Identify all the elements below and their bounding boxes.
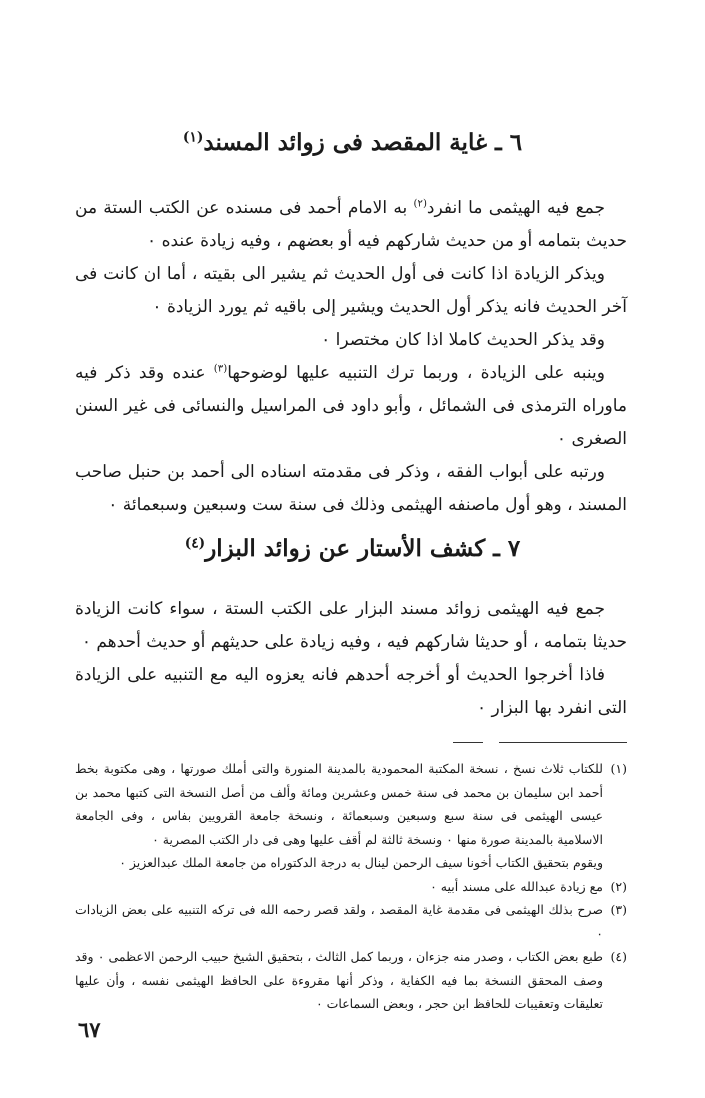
footnote-text: ويقوم بتحقيق الكتاب أخونا سيف الرحمن لينال به درجة الدكتوراه من جامعة الملك عبدالعزيز ٠ (119, 855, 603, 870)
section-7-heading (0, 534, 705, 564)
footnotes (75, 757, 627, 1016)
footnote-number: (١) (610, 761, 627, 776)
footnote-text: طبع بعض الكتاب ، وصدر منه جزءان ، وربما كمل الثالث ، بتحقيق الشيخ حبيب الرحمن الاعظمى ٠ وقد وصف المحقق النسخة بما فيه الكفاية ، وذكر أنها مقروءة على الحافظ الهيثمى نفسه ، وأن عليها تعليقات وتعقيبات للحافظ ابن حجر ، وبعض السماعات ٠ (75, 949, 603, 1011)
footnote-number: (٣) (610, 902, 627, 917)
footnote-1 (75, 757, 627, 851)
footnote-separator-short (453, 742, 483, 743)
section-6-paragraph-3 (75, 324, 627, 357)
footnote-text: صرح بذلك الهيثمى فى مقدمة غاية المقصد ، ولقد قصر رحمه الله فى تركه التنبيه على بعض الزيادات ٠ (75, 902, 603, 941)
page-number: ٦٧ (78, 1017, 101, 1042)
footnote-ref: (٣) (213, 363, 228, 375)
section-6-paragraph-4 (75, 357, 627, 456)
paragraph-text: به الامام أحمد فى مسنده عن الكتب الستة من حديث بتمامه أو من حديث شاركهم فيه أو بعضهم ، وفيه زيادة عنده ٠ (75, 198, 627, 251)
paragraph-text: جمع فيه الهيثمى ما انفرد (426, 198, 605, 218)
section-6-body (75, 192, 627, 522)
section-7-body (75, 593, 627, 725)
footnote-1-continuation (75, 851, 627, 875)
section-6-paragraph-1 (75, 192, 627, 258)
footnote-separator (499, 742, 627, 743)
paragraph-text: ويذكر الزيادة اذا كانت فى أول الحديث ثم يشير الى بقيته ، أما ان كانت فى آخر الحديث فانه يذكر أول الحديث ويشير إلى باقيه ثم يورد الزيادة ٠ (75, 264, 627, 317)
section-7-paragraph-2: فاذا أخرجوا الحديث أو أخرجه أحدهم فانه يعزوه اليه مع التنبيه على الزيادة التى انفرد بها البزار ٠ (75, 665, 627, 718)
section-6-paragraph-5 (75, 456, 627, 522)
paragraph-text: وينبه على الزيادة ، وربما ترك التنبيه عليها لوضوحها (227, 363, 605, 383)
footnote-3 (75, 898, 627, 945)
paragraph-text: ورتبه على أبواب الفقه ، وذكر فى مقدمته اسناده الى أحمد بن حنبل صاحب المسند ، وهو أول ماصنفه الهيثمى وذلك فى سنة ست وسبعين وسبعمائة ٠ (75, 462, 627, 515)
section-7-title: ٧ ـ كشف الأستار عن زوائد البزار (205, 535, 521, 562)
section-7-paragraph-1: جمع فيه الهيثمى زوائد مسند البزار على الكتب الستة ، سواء كانت الزيادة حديثا بتمامه ، أو حديثا شاركهم فيه ، وفيه زيادة على حديثهم أو حديث أحدهم ٠ (75, 599, 627, 652)
section-6-paragraph-2 (75, 258, 627, 324)
footnote-ref: (٢) (413, 198, 427, 210)
section-6-heading (0, 128, 705, 158)
footnote-text: للكتاب ثلاث نسخ ، نسخة المكتبة المحمودية بالمدينة المنورة والتى أملك صورتها ، وهى مكتوبة بخط أحمد ابن سليمان بن محمد فى سنة خمس وعشرين ومائة وألف من أصل النسخة التى كتبها محمد بن عيسى الهيثمى فى سنة سبع وسبعين وسبعمائة ، ونسخة جامعة القرويين بفاس ، وفى الجامعة الاسلامية بالمدينة صورة منها ٠ ونسخة ثالثة لم أقف عليها وهى فى دار الكتب المصرية ٠ (75, 761, 603, 847)
section-6-title: ٦ ـ غاية المقصد فى زوائد المسند (203, 129, 523, 156)
footnote-text: مع زيادة عبدالله على مسند أبيه ٠ (430, 878, 603, 894)
footnote-number: (٢) (610, 878, 627, 894)
paragraph-text: وقد يذكر الحديث كاملا اذا كان مختصرا ٠ (321, 330, 605, 350)
footnote-number: (٤) (610, 949, 627, 964)
footnote-4 (75, 945, 627, 1016)
paragraph-text: عنده وقد ذكر فيه ماوراه الترمذى فى الشمائل ، وأبو داود فى المراسيل والنسائى فى غير السنن الصغرى ٠ (75, 363, 627, 449)
section-7-footnote-ref: (٤) (184, 535, 206, 552)
section-6-footnote-ref: (١) (182, 129, 204, 146)
footnote-2 (75, 875, 627, 899)
